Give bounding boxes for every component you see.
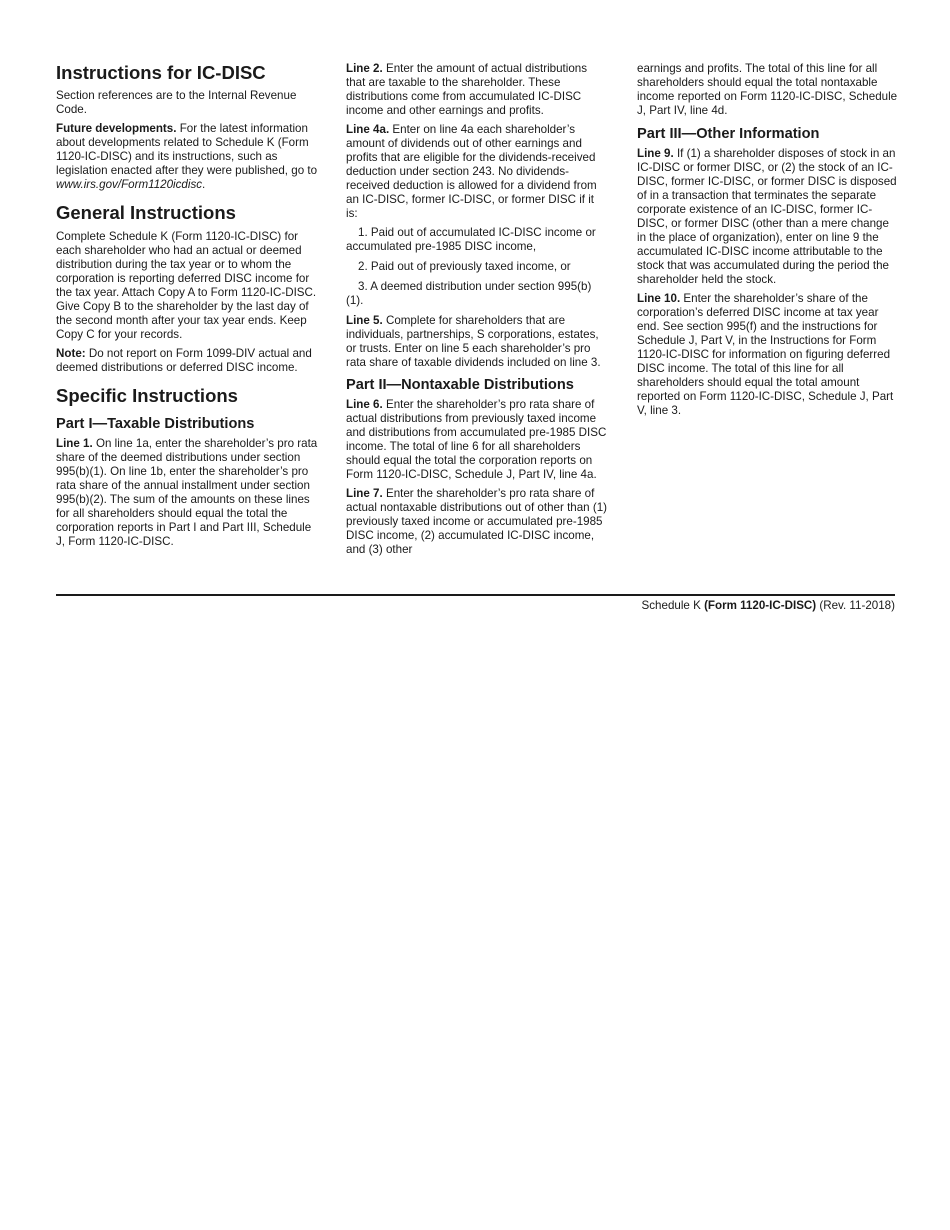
line-9-text: If (1) a shareholder disposes of stock in an IC-DISC or former DISC, or (2) the stock of an IC-DISC, former IC-DISC, or former DISC is disposed of in a transaction that terminates the separate corporate existence of an IC-DISC, former IC-DISC, or former DISC (other than a mere change in the place of organization), enter on line 9 the accumulated IC-DISC income attributable to the stock that was accumulated during the period the shareholder held the stock. xyxy=(637,147,897,286)
line-1-paragraph xyxy=(56,437,318,549)
line-1-text: On line 1a, enter the shareholder’s pro rata share of the deemed distributions under section 995(b)(1). On line 1b, enter the shareholder’s pro rata share of the annual installment under section 995(b)(2). The sum of the amounts on these lines for all shareholders should equal the total the corporation reports in Part I and Part III, Schedule J, Form 1120-IC-DISC. xyxy=(56,437,318,548)
part-3-heading: Part III—Other Information xyxy=(637,126,820,142)
line-4a-paragraph xyxy=(346,123,608,221)
general-instructions-text: Complete Schedule K (Form 1120-IC-DISC) for each shareholder who had an actual or deemed distribution during the tax year or to whom the corporation is reporting deferred DISC income for the tax year. Attach Copy A to Form 1120-IC-DISC. Give Copy B to the shareholder by the last day of the second month after your tax year ends. Keep Copy C for your records. xyxy=(56,230,317,341)
line-4a-lead: Line 4a. xyxy=(346,123,390,136)
line-2-paragraph xyxy=(346,62,608,118)
line-6-text: Enter the shareholder’s pro rata share of actual distributions from previously taxed income and distributions from accumulated pre-1985 DISC income. The total of line 6 for all shareholders should equal the total the corporation reports on Form 1120-IC-DISC, Schedule J, Part IV, line 4a. xyxy=(346,398,607,481)
line-1-lead: Line 1. xyxy=(56,437,93,450)
note-lead: Note: xyxy=(56,347,86,360)
footer-prefix: Schedule K xyxy=(641,599,705,612)
line-7-continued: earnings and profits. The total of this line for all shareholders should equal the total nontaxable income reported on Form 1120-IC-DISC, Schedule J, Part IV, line 4d. xyxy=(637,62,898,117)
footer-divider xyxy=(56,594,895,596)
note-text: Do not report on Form 1099-DIV actual and deemed distributions or deferred DISC income. xyxy=(56,347,312,374)
page-footer xyxy=(642,599,895,613)
part-1-heading: Part I—Taxable Distributions xyxy=(56,416,255,432)
line-10-text: Enter the shareholder’s share of the corporation’s deferred DISC income at tax year end. See section 995(f) and the instructions for Schedule J, Part V, in the Instructions for Form 1120-IC-DISC for information on figuring deferred DISC income. The total of this line for all shareholders should equal the total amount reported on Form 1120-IC-DISC, Schedule J, Part V, line 3. xyxy=(637,292,894,417)
future-developments-paragraph xyxy=(56,122,318,192)
line-5-paragraph xyxy=(346,314,608,370)
part-2-heading: Part II—Nontaxable Distributions xyxy=(346,377,574,393)
note-paragraph xyxy=(56,347,318,375)
list-item: 1. Paid out of accumulated IC-DISC income or accumulated pre-1985 DISC income, xyxy=(346,226,596,253)
section-references-text: Section references are to the Internal Revenue Code. xyxy=(56,89,297,116)
line-6-lead: Line 6. xyxy=(346,398,383,411)
line-7-lead: Line 7. xyxy=(346,487,383,500)
future-developments-lead: Future developments. xyxy=(56,122,177,135)
column-3 xyxy=(637,62,899,423)
footer-revision: (Rev. 11-2018) xyxy=(816,599,895,612)
line-10-paragraph xyxy=(637,292,899,418)
line-5-lead: Line 5. xyxy=(346,314,383,327)
future-developments-end: . xyxy=(202,178,206,191)
column-1 xyxy=(56,62,318,554)
list-item: 2. Paid out of previously taxed income, or xyxy=(358,260,571,273)
line-10-lead: Line 10. xyxy=(637,292,681,305)
line-5-text: Complete for shareholders that are individuals, partnerships, S corporations, estates, or trusts. Enter on line 5 each shareholder’s pro rata share of taxable dividends included on line 3. xyxy=(346,314,601,369)
irs-link[interactable]: www.irs.gov/Form1120icdisc xyxy=(56,178,203,191)
list-item: 3. A deemed distribution under section 995(b)(1). xyxy=(346,280,592,307)
line-4a-text: Enter on line 4a each shareholder’s amount of dividends out of other earnings and profits that are eligible for the dividends-received deduction under section 243. No dividends-received deduction is allowed for a dividend from an IC-DISC, former IC-DISC, or former DISC if it is: xyxy=(346,123,597,220)
line-6-paragraph xyxy=(346,398,608,482)
line-9-paragraph xyxy=(637,147,899,287)
line-9-lead: Line 9. xyxy=(637,147,674,160)
footer-form-name: (Form 1120-IC-DISC) xyxy=(704,599,817,612)
general-instructions-heading: General Instructions xyxy=(56,202,236,223)
line-7-text: Enter the shareholder’s pro rata share of actual nontaxable distributions out of other than (1) previously taxed income or accumulated pre-1985 DISC income, (2) accumulated IC-DISC income, and (3) other xyxy=(346,487,608,556)
specific-instructions-heading: Specific Instructions xyxy=(56,385,238,406)
column-2 xyxy=(346,62,608,562)
future-developments-text: For the latest information about developments related to Schedule K (Form 1120-IC-DISC) and its instructions, such as legislation enacted after they were published, go to xyxy=(56,122,318,177)
line-2-text: Enter the amount of actual distributions that are taxable to the shareholder. These distributions come from accumulated IC-DISC income and other earnings and profits. xyxy=(346,62,588,117)
line-2-lead: Line 2. xyxy=(346,62,383,75)
line-7-paragraph xyxy=(346,487,608,557)
page-title: Instructions for IC-DISC xyxy=(56,62,266,83)
